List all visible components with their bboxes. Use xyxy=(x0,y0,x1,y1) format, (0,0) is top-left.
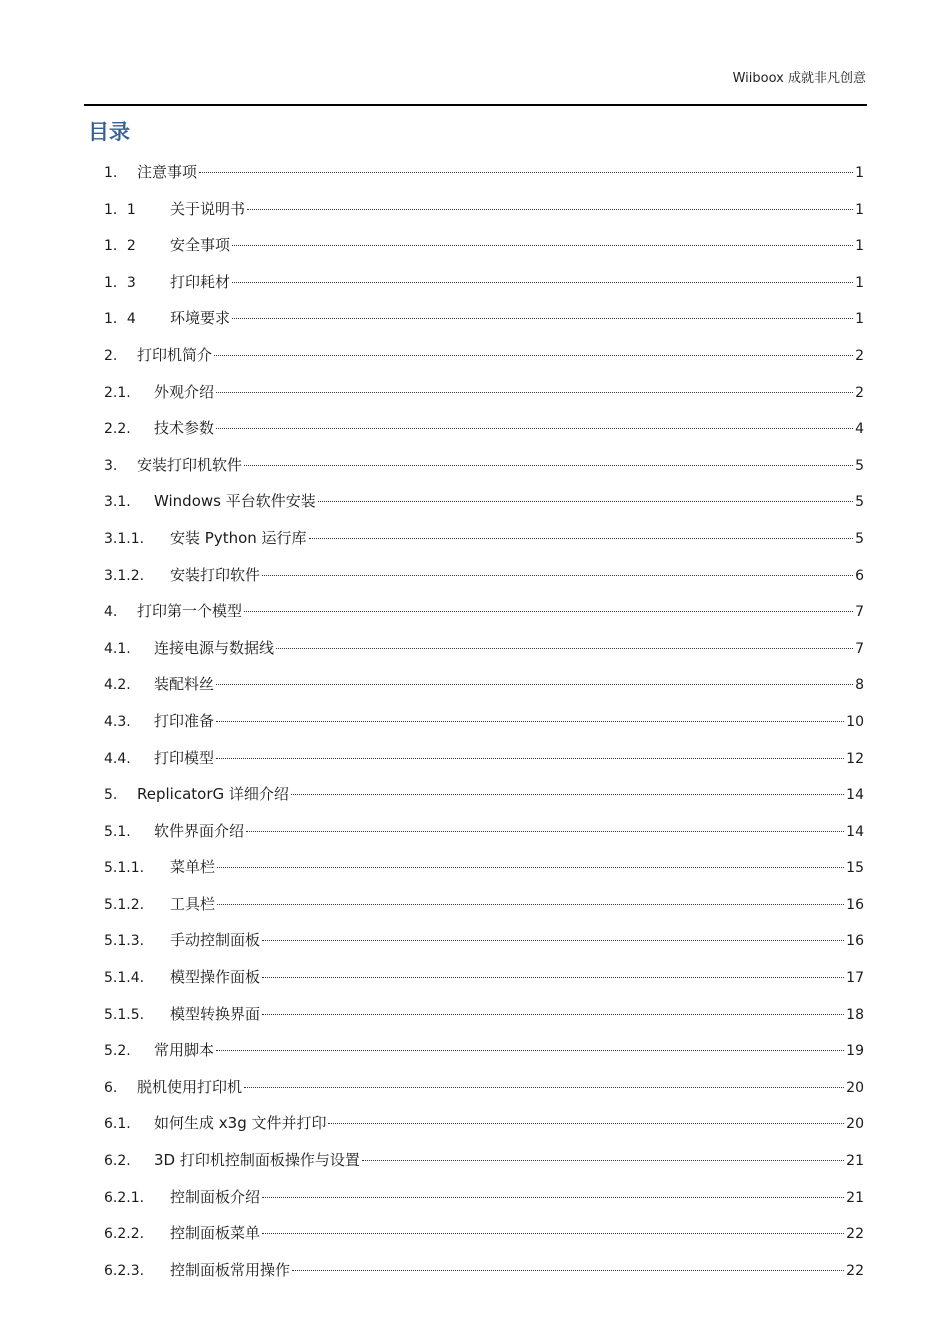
toc-entry-title: 模型操作面板 xyxy=(170,968,261,987)
toc-entry-page-number: 1 xyxy=(855,201,864,218)
toc-entry[interactable] xyxy=(104,593,864,630)
toc-entry-page-number: 14 xyxy=(846,823,864,840)
toc-entry[interactable] xyxy=(104,813,864,850)
toc-entry-page-number: 14 xyxy=(846,787,864,804)
toc-entry-number: 3.1. xyxy=(104,494,131,511)
toc-entry-title: 手动控制面板 xyxy=(170,931,261,950)
toc-entry-number: 1．2 xyxy=(104,238,136,255)
toc-entry-page-number: 4 xyxy=(855,421,864,438)
toc-entry-number: 3. xyxy=(104,457,118,474)
toc-entry-number: 6.2.1. xyxy=(104,1189,145,1206)
toc-entry-title: 打印第一个模型 xyxy=(137,602,243,621)
toc-entry[interactable] xyxy=(104,959,864,996)
toc-title: 目录 xyxy=(88,120,130,144)
toc-dot-leader xyxy=(328,1123,844,1124)
toc-dot-leader xyxy=(232,282,853,283)
toc-entry-number: 6.2.2. xyxy=(104,1226,145,1243)
toc-entry-number: 2. xyxy=(104,347,118,364)
toc-entry-page-number: 22 xyxy=(846,1226,864,1243)
toc-dot-leader xyxy=(232,318,853,319)
toc-entry[interactable] xyxy=(104,666,864,703)
toc-entry-number: 4.1. xyxy=(104,640,131,657)
toc-entry-title: 3D 打印机控制面板操作与设置 xyxy=(154,1151,360,1170)
toc-entry-title: 安装打印软件 xyxy=(170,565,261,584)
toc-entry-number: 5. xyxy=(104,787,118,804)
toc-entry-title: 模型转换界面 xyxy=(170,1004,261,1023)
toc-entry-title: 控制面板常用操作 xyxy=(170,1260,291,1279)
toc-entry-number: 1. xyxy=(104,165,118,181)
toc-entry-page-number: 7 xyxy=(855,640,864,657)
toc-entry-page-number: 10 xyxy=(846,713,864,730)
toc-dot-leader xyxy=(262,940,844,941)
toc-dot-leader xyxy=(246,831,844,832)
toc-entry-number: 2.1. xyxy=(104,384,131,401)
toc-dot-leader xyxy=(216,721,844,722)
toc-dot-leader xyxy=(292,1270,844,1271)
toc-dot-leader xyxy=(216,428,853,429)
toc-dot-leader xyxy=(262,575,853,576)
toc-dot-leader xyxy=(318,501,853,502)
toc-entry-title: 打印耗材 xyxy=(170,272,231,291)
toc-entry[interactable] xyxy=(104,374,864,411)
toc-entry-title: 技术参数 xyxy=(154,419,215,438)
toc-dot-leader xyxy=(247,209,853,210)
toc-dot-leader xyxy=(214,355,853,356)
toc-entry-number: 5.1.3. xyxy=(104,933,145,950)
toc-entry-title: 脱机使用打印机 xyxy=(137,1077,243,1096)
toc-entry-page-number: 20 xyxy=(846,1079,864,1096)
toc-dot-leader xyxy=(217,904,844,905)
toc-entry-title: 关于说明书 xyxy=(170,199,246,218)
toc-dot-leader xyxy=(216,392,853,393)
toc-entry[interactable] xyxy=(104,483,864,520)
toc-entry-title: 菜单栏 xyxy=(170,858,216,877)
toc-entry-page-number: 21 xyxy=(846,1153,864,1170)
toc-dot-leader xyxy=(216,758,844,759)
toc-dot-leader xyxy=(262,1233,844,1234)
toc-entry-number: 1．3 xyxy=(104,274,136,291)
toc-entry[interactable] xyxy=(104,154,864,191)
toc-entry-number: 5.1.2. xyxy=(104,896,145,913)
toc-entry-number: 5.1. xyxy=(104,823,131,840)
page-header: Wiiboox 成就非凡创意 xyxy=(732,71,866,86)
toc-entry-title: 打印机简介 xyxy=(137,345,213,364)
toc-entry-title: 控制面板菜单 xyxy=(170,1224,261,1243)
toc-entry-page-number: 1 xyxy=(855,274,864,291)
toc-entry-number: 3.1.2. xyxy=(104,567,145,584)
toc-entry-title: 安装 Python 运行库 xyxy=(170,528,307,547)
toc-entry[interactable] xyxy=(104,922,864,959)
toc-dot-leader xyxy=(262,977,844,978)
toc-entry[interactable] xyxy=(104,410,864,447)
toc-entry-number: 4.3. xyxy=(104,713,131,730)
toc-entry[interactable] xyxy=(104,191,864,228)
toc-entry-number: 2.2. xyxy=(104,421,131,438)
toc-entry-page-number: 17 xyxy=(846,970,864,987)
toc-entry-number: 6.1. xyxy=(104,1116,131,1133)
toc-entry-number: 5.1.5. xyxy=(104,1006,145,1023)
toc-dot-leader xyxy=(232,245,853,246)
toc-entry-title: 工具栏 xyxy=(170,894,216,913)
toc-entry-page-number: 22 xyxy=(846,1262,864,1279)
toc-entry[interactable] xyxy=(104,520,864,557)
toc-entry-page-number: 7 xyxy=(855,604,864,621)
toc-entry[interactable] xyxy=(104,1105,864,1142)
toc-dot-leader xyxy=(216,684,853,685)
table-of-contents xyxy=(104,154,864,1288)
toc-entry-page-number: 19 xyxy=(846,1043,864,1060)
toc-entry-number: 1．4 xyxy=(104,311,136,328)
toc-entry-title: 打印准备 xyxy=(154,711,215,730)
toc-entry-title: ReplicatorG 详细介绍 xyxy=(137,785,289,804)
toc-entry[interactable] xyxy=(104,776,864,813)
toc-entry-page-number: 5 xyxy=(855,494,864,511)
toc-entry-page-number: 1 xyxy=(855,238,864,255)
toc-dot-leader xyxy=(362,1160,844,1161)
toc-entry-number: 3.1.1. xyxy=(104,530,145,547)
toc-entry-number: 5.1.4. xyxy=(104,970,145,987)
toc-entry-page-number: 2 xyxy=(855,384,864,401)
toc-entry-title: 安装打印机软件 xyxy=(137,455,243,474)
toc-dot-leader xyxy=(276,648,853,649)
toc-entry-title: 软件界面介绍 xyxy=(154,821,245,840)
toc-entry-page-number: 5 xyxy=(855,530,864,547)
toc-dot-leader xyxy=(244,1087,844,1088)
toc-entry-number: 4.4. xyxy=(104,750,131,767)
toc-entry-title: 如何生成 x3g 文件并打印 xyxy=(154,1114,327,1133)
toc-entry[interactable] xyxy=(104,1032,864,1069)
toc-dot-leader xyxy=(217,867,844,868)
toc-entry[interactable] xyxy=(104,703,864,740)
toc-dot-leader xyxy=(199,172,853,173)
toc-dot-leader xyxy=(216,1050,844,1051)
toc-entry[interactable] xyxy=(104,227,864,264)
toc-entry-number: 6.2. xyxy=(104,1153,131,1170)
toc-entry[interactable] xyxy=(104,1142,864,1179)
toc-dot-leader xyxy=(262,1197,844,1198)
toc-dot-leader xyxy=(244,611,853,612)
toc-entry-number: 4. xyxy=(104,604,118,621)
toc-entry-title: 环境要求 xyxy=(170,309,231,328)
toc-entry[interactable] xyxy=(104,1069,864,1106)
toc-entry-page-number: 15 xyxy=(846,860,864,877)
toc-entry-number: 1．1 xyxy=(104,201,136,218)
toc-entry-number: 6. xyxy=(104,1079,118,1096)
toc-entry-number: 5.2. xyxy=(104,1043,131,1060)
toc-entry-title: 常用脚本 xyxy=(154,1041,215,1060)
toc-entry-number: 4.2. xyxy=(104,677,131,694)
toc-entry[interactable] xyxy=(104,996,864,1033)
toc-entry-page-number: 1 xyxy=(855,311,864,328)
toc-entry[interactable] xyxy=(104,1215,864,1252)
toc-dot-leader xyxy=(262,1014,844,1015)
toc-entry-page-number: 18 xyxy=(846,1006,864,1023)
toc-entry[interactable] xyxy=(104,447,864,484)
toc-entry[interactable] xyxy=(104,630,864,667)
toc-entry-page-number: 21 xyxy=(846,1189,864,1206)
toc-entry-title: 安全事项 xyxy=(170,236,231,255)
toc-entry[interactable] xyxy=(104,1252,864,1289)
toc-entry-page-number: 12 xyxy=(846,750,864,767)
toc-entry-title: 装配料丝 xyxy=(154,675,215,694)
toc-entry-title: Windows 平台软件安装 xyxy=(154,492,316,511)
toc-entry-page-number: 16 xyxy=(846,896,864,913)
toc-entry-page-number: 8 xyxy=(855,677,864,694)
toc-entry-page-number: 20 xyxy=(846,1116,864,1133)
toc-entry-page-number: 5 xyxy=(855,457,864,474)
toc-entry[interactable] xyxy=(104,849,864,886)
toc-entry-title: 打印模型 xyxy=(154,748,215,767)
toc-entry-page-number: 6 xyxy=(855,567,864,584)
header-rule xyxy=(84,104,867,106)
toc-entry-title: 外观介绍 xyxy=(154,382,215,401)
toc-dot-leader xyxy=(291,794,844,795)
toc-entry[interactable] xyxy=(104,1179,864,1216)
toc-entry-number: 6.2.3. xyxy=(104,1262,145,1279)
toc-entry[interactable] xyxy=(104,300,864,337)
toc-entry-page-number: 16 xyxy=(846,933,864,950)
toc-dot-leader xyxy=(244,465,853,466)
toc-entry-title: 连接电源与数据线 xyxy=(154,638,275,657)
toc-entry[interactable] xyxy=(104,264,864,301)
toc-entry-page-number: 2 xyxy=(855,347,864,364)
toc-entry[interactable] xyxy=(104,740,864,777)
toc-entry-title: 注意事项 xyxy=(137,163,198,181)
toc-entry-title: 控制面板介绍 xyxy=(170,1187,261,1206)
toc-entry[interactable] xyxy=(104,337,864,374)
toc-entry-number: 5.1.1. xyxy=(104,860,145,877)
toc-entry-page-number: 1 xyxy=(855,165,864,181)
toc-entry[interactable] xyxy=(104,557,864,594)
toc-entry[interactable] xyxy=(104,886,864,923)
toc-dot-leader xyxy=(309,538,854,539)
